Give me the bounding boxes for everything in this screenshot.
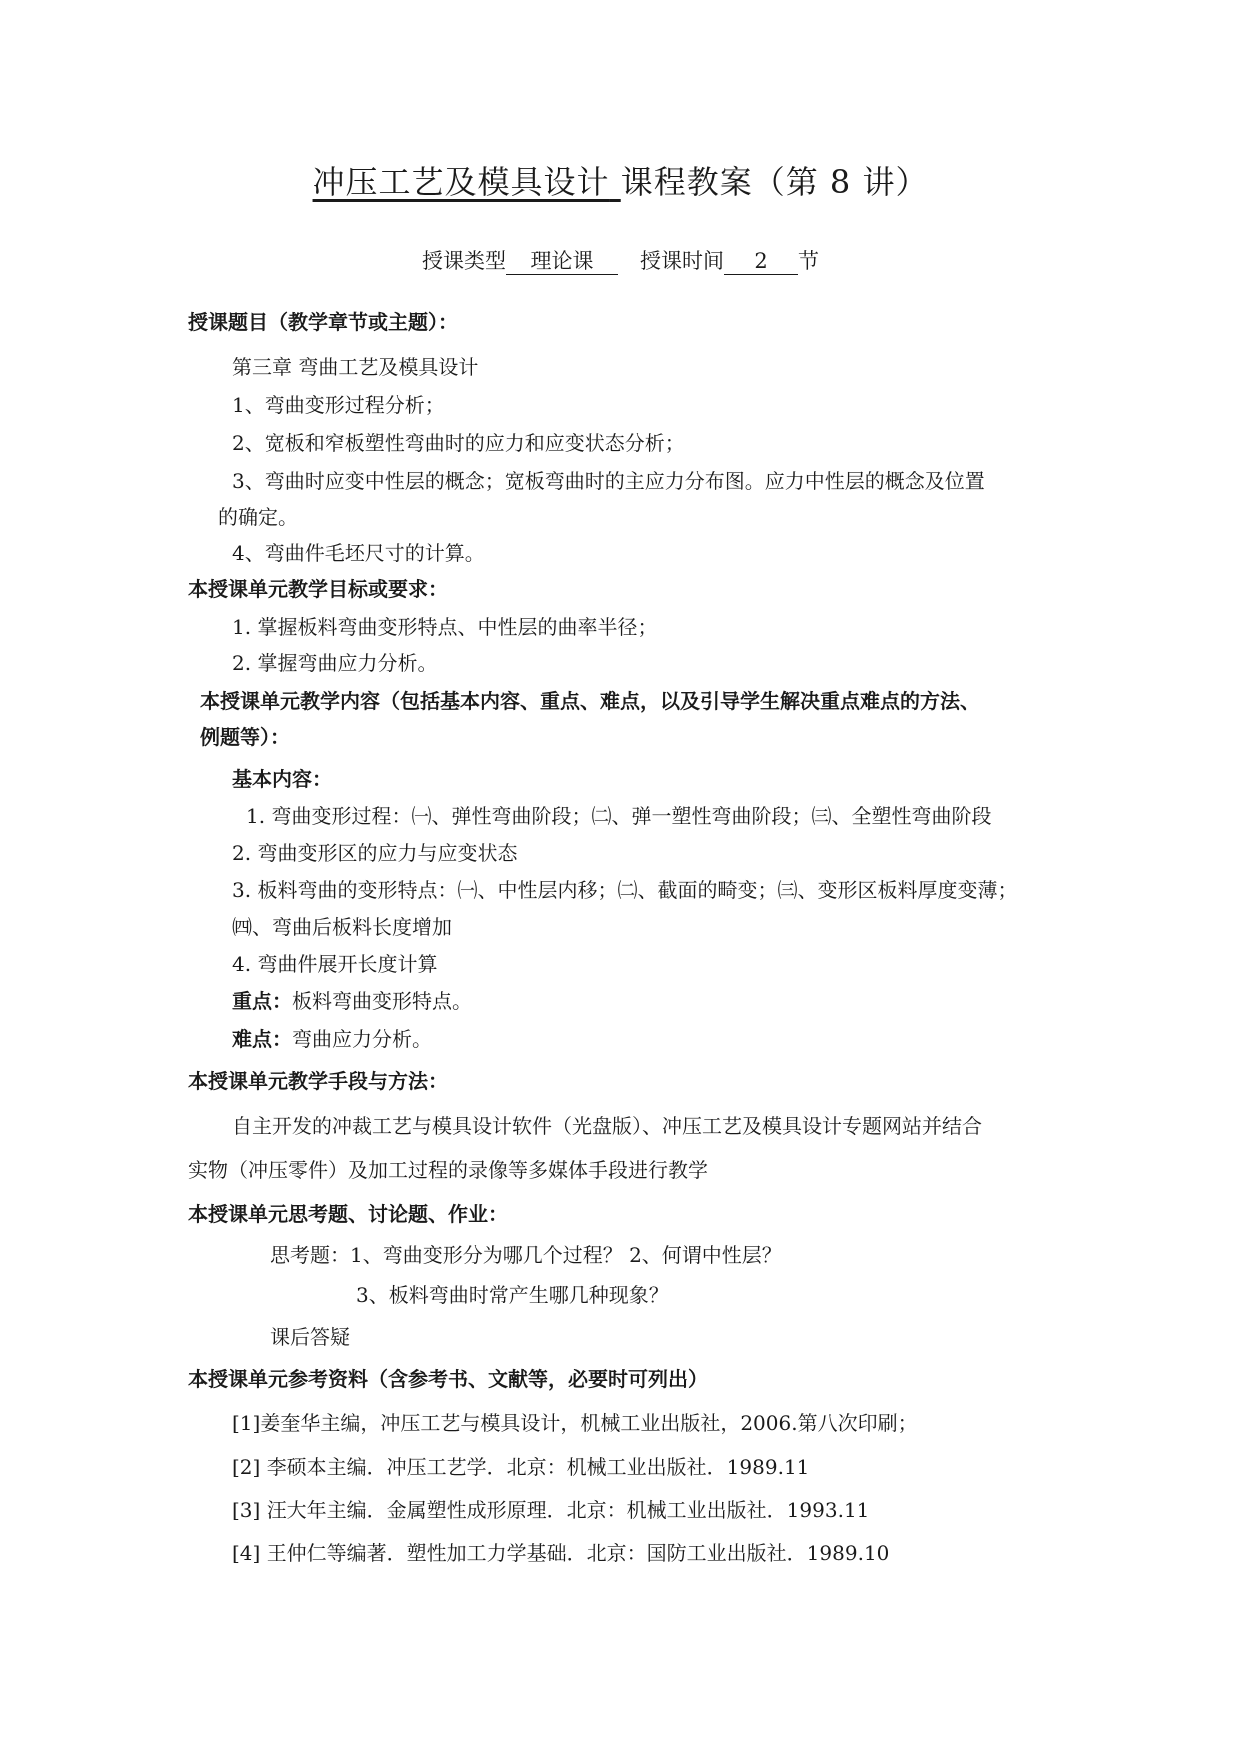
difficulty-point bbox=[232, 1024, 432, 1054]
reference-1: [1]姜奎华主编，冲压工艺与模具设计，机械工业出版社，2006.第八次印刷； bbox=[232, 1411, 918, 1435]
basic-content-label: 基本内容： bbox=[232, 767, 332, 791]
topic-item-3: 3、弯曲时应变中性层的概念；宽板弯曲时的主应力分布图。应力中性层的概念及位置 bbox=[232, 469, 985, 493]
topic-item-2: 2、宽板和窄板塑性弯曲时的应力和应变状态分析； bbox=[232, 431, 685, 455]
content-line-5: 4. 弯曲件展开长度计算 bbox=[232, 952, 438, 976]
reference-4: [4] 王仲仁等编著．塑性加工力学基础．北京：国防工业出版社．1989.10 bbox=[232, 1541, 890, 1565]
reference-3: [3] 汪大年主编．金属塑性成形原理．北京：机械工业出版社．1993.11 bbox=[232, 1498, 870, 1522]
key-point bbox=[232, 986, 472, 1016]
content-line-1: 1. 弯曲变形过程：㈠、弹性弯曲阶段；㈡、弹一塑性弯曲阶段；㈢、全塑性弯曲阶段 bbox=[246, 804, 992, 828]
content-line-4: ㈣、弯曲后板料长度增加 bbox=[232, 915, 452, 939]
homework-line-2: 3、板料弯曲时常产生哪几种现象？ bbox=[356, 1283, 669, 1307]
homework-line-1: 思考题：1、弯曲变形分为哪几个过程？ 2、何谓中性层？ bbox=[270, 1243, 782, 1267]
methods-line-1: 自主开发的冲裁工艺与模具设计软件（光盘版）、冲压工艺及模具设计专题网站并结合 bbox=[232, 1114, 982, 1138]
document-title bbox=[0, 160, 1241, 204]
key-point-text: 板料弯曲变形特点。 bbox=[292, 989, 472, 1013]
homework-line-3: 课后答疑 bbox=[270, 1325, 350, 1349]
references-heading: 本授课单元参考资料（含参考书、文献等，必要时可列出） bbox=[188, 1367, 708, 1391]
class-type-label: 授课类型 bbox=[422, 249, 506, 273]
methods-heading: 本授课单元教学手段与方法： bbox=[188, 1069, 448, 1093]
topic-item-3-cont: 的确定。 bbox=[218, 505, 298, 529]
course-name: 冲压工艺及模具设计 bbox=[312, 163, 610, 201]
goals-heading: 本授课单元教学目标或要求： bbox=[188, 577, 448, 601]
difficulty-text: 弯曲应力分析。 bbox=[292, 1027, 432, 1051]
topic-chapter: 第三章 弯曲工艺及模具设计 bbox=[232, 355, 479, 379]
content-line-2: 2. 弯曲变形区的应力与应变状态 bbox=[232, 841, 518, 865]
reference-2: [2] 李硕本主编．冲压工艺学．北京：机械工业出版社．1989.11 bbox=[232, 1455, 810, 1479]
class-type-value: 理论课 bbox=[506, 248, 618, 275]
content-line-3: 3. 板料弯曲的变形特点：㈠、中性层内移；㈡、截面的畸变；㈢、变形区板料厚度变薄； bbox=[232, 878, 1018, 902]
goal-item-2: 2. 掌握弯曲应力分析。 bbox=[232, 651, 438, 675]
goal-item-1: 1. 掌握板料弯曲变形特点、中性层的曲率半径； bbox=[232, 615, 658, 639]
methods-line-2: 实物（冲压零件）及加工过程的录像等多媒体手段进行教学 bbox=[188, 1158, 708, 1182]
homework-heading: 本授课单元思考题、讨论题、作业： bbox=[188, 1202, 508, 1226]
class-meta bbox=[0, 246, 1241, 276]
difficulty-label: 难点： bbox=[232, 1027, 292, 1051]
topic-heading: 授课题目（教学章节或主题）： bbox=[188, 310, 458, 334]
content-heading-line2: 例题等）： bbox=[200, 725, 290, 749]
topic-item-1: 1、弯曲变形过程分析； bbox=[232, 393, 445, 417]
class-time-unit: 节 bbox=[798, 249, 819, 273]
class-time-label: 授课时间 bbox=[640, 249, 724, 273]
class-time-value: 2 bbox=[724, 248, 798, 275]
topic-item-4: 4、弯曲件毛坯尺寸的计算。 bbox=[232, 541, 485, 565]
title-rest: 课程教案（第 8 讲） bbox=[620, 163, 929, 201]
key-point-label: 重点： bbox=[232, 989, 292, 1013]
content-heading-line1: 本授课单元教学内容（包括基本内容、重点、难点，以及引导学生解决重点难点的方法、 bbox=[200, 689, 980, 713]
